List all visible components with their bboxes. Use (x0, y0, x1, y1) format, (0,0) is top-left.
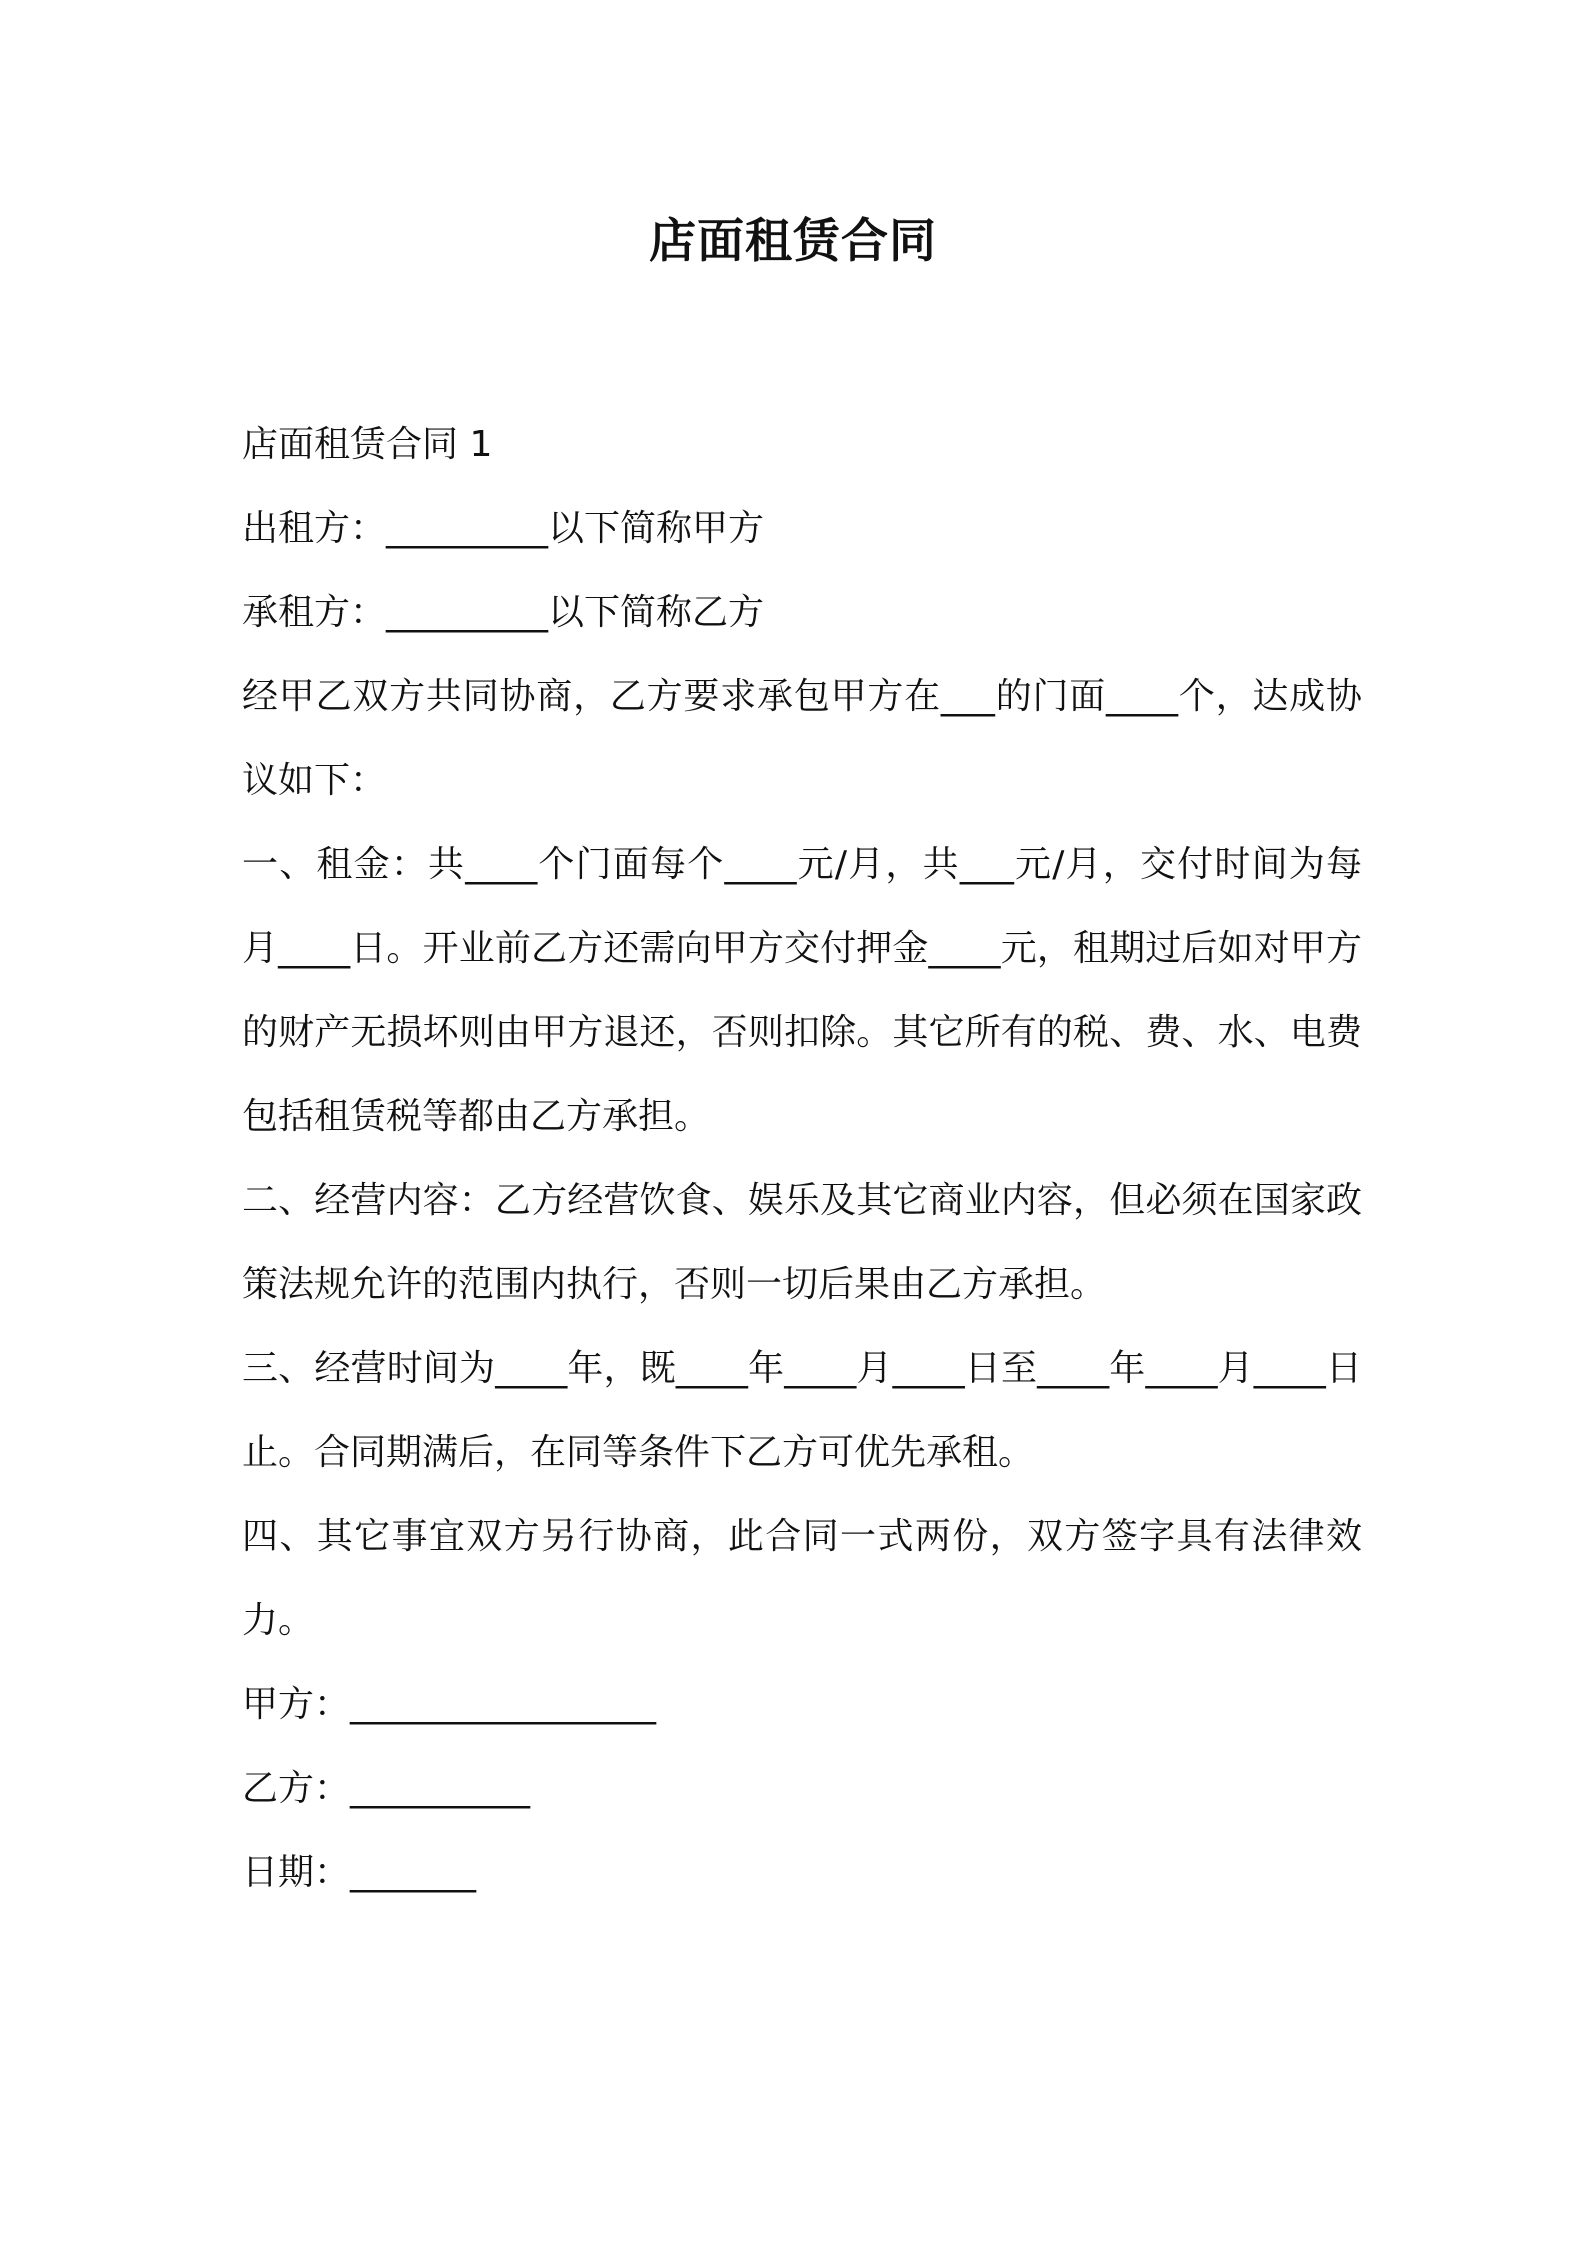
document-body (242, 403, 1362, 1915)
document-title: 店面租赁合同 (649, 214, 937, 269)
document-subtitle: 店面租赁合同 1 (242, 424, 493, 465)
clause-other-matters: 四、其它事宜双方另行协商，此合同一式两份，双方签字具有法律效力。 (242, 1516, 1362, 1641)
date-line: 日期：_______ (242, 1852, 477, 1893)
clause-business-content: 二、经营内容：乙方经营饮食、娱乐及其它商业内容，但必须在国家政策法规允许的范围内执行，否则一切后果由乙方承担。 (242, 1180, 1362, 1305)
clause-rent: 一、租金：共____个门面每个____元/月，共___元/月，交付时间为每月____日。开业前乙方还需向甲方交付押金____元，租期过后如对甲方的财产无损坏则由甲方退还，否则扣除。其它所有的税、费、水、电费包括租赁税等都由乙方承担。 (242, 844, 1362, 1137)
clause-business-period: 三、经营时间为____年，既____年____月____日至____年____月____日止。合同期满后，在同等条件下乙方可优先承租。 (242, 1348, 1362, 1473)
lessor-line: 出租方：_________以下简称甲方 (242, 508, 765, 549)
party-b-signature-line: 乙方：__________ (242, 1768, 531, 1809)
party-a-signature-line: 甲方：_________________ (242, 1684, 657, 1725)
lessee-line: 承租方：_________以下简称乙方 (242, 592, 765, 633)
intro-paragraph: 经甲乙双方共同协商，乙方要求承包甲方在___的门面____个，达成协议如下： (242, 676, 1362, 801)
